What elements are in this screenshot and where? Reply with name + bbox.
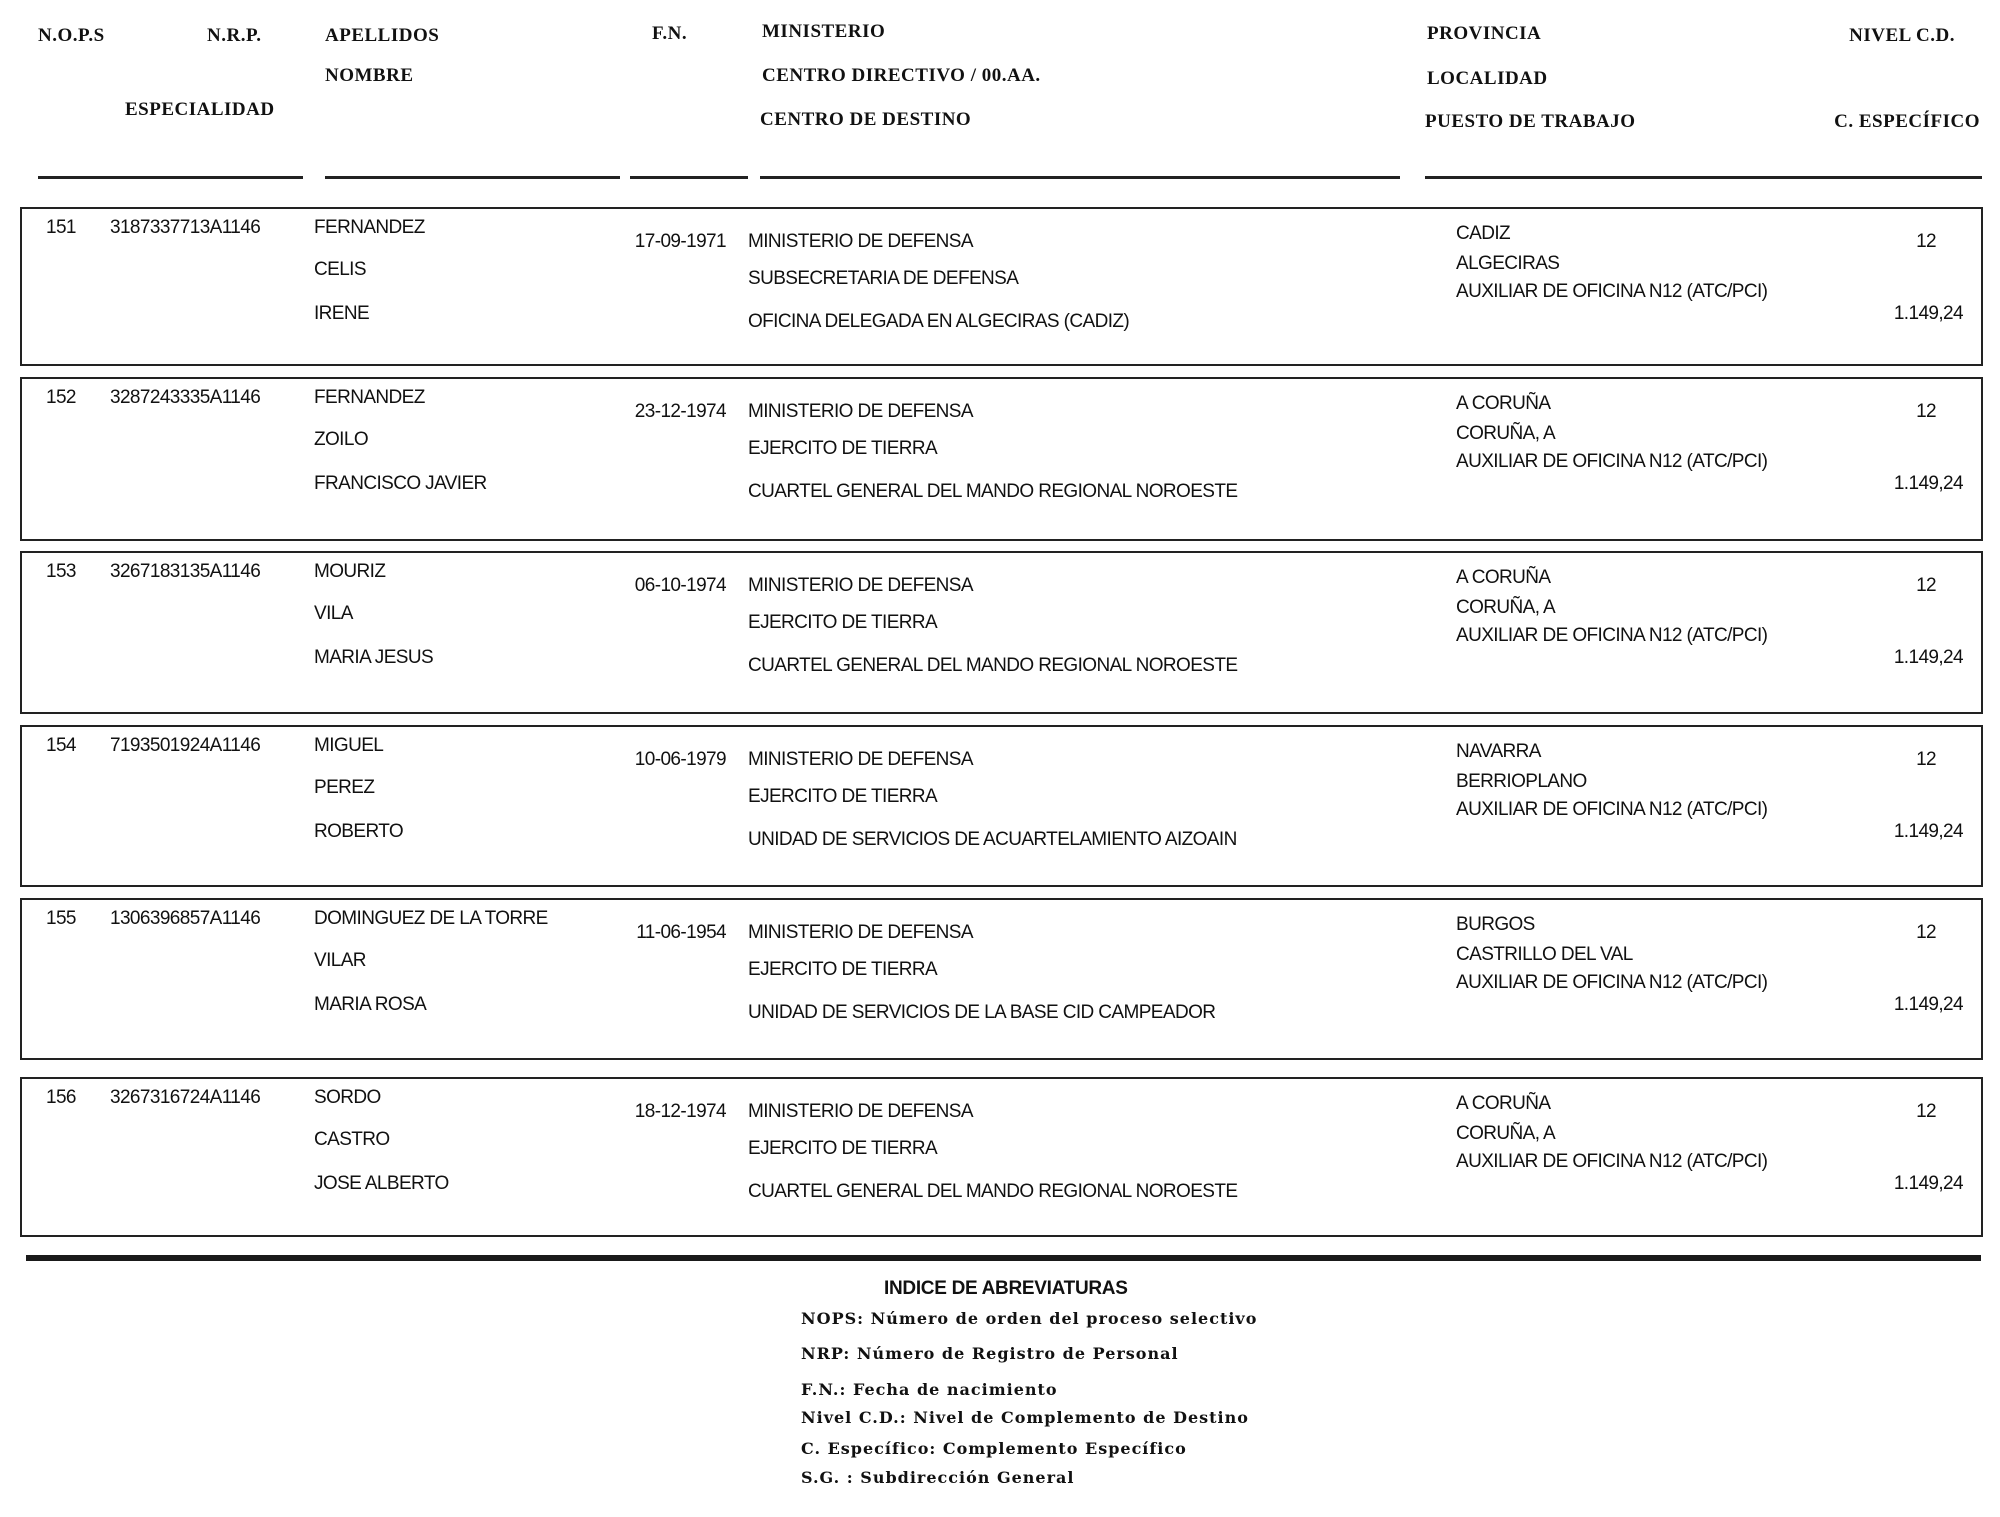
given-name: MARIA ROSA: [314, 994, 427, 1015]
localidad: BERRIOPLANO: [1456, 771, 1587, 792]
abbreviation-item: Nivel C.D.: Nivel de Complemento de Destino: [801, 1408, 1249, 1427]
first-surname: SORDO: [314, 1087, 381, 1108]
header-divider: [38, 176, 303, 179]
header-localidad: LOCALIDAD: [1427, 68, 1548, 89]
centro-directivo: EJERCITO DE TIERRA: [748, 1138, 938, 1159]
header-centro-destino: CENTRO DE DESTINO: [760, 109, 972, 130]
second-surname: CELIS: [314, 259, 366, 280]
puesto-trabajo: AUXILIAR DE OFICINA N12 (ATC/PCI): [1456, 972, 1768, 993]
centro-directivo: EJERCITO DE TIERRA: [748, 959, 938, 980]
header-centro-directivo: CENTRO DIRECTIVO / 00.AA.: [762, 65, 1041, 86]
ministerio: MINISTERIO DE DEFENSA: [748, 575, 973, 596]
header-especifico: C. ESPECÍFICO: [1834, 111, 1980, 132]
second-surname: ZOILO: [314, 429, 369, 450]
birth-date: 10-06-1979: [634, 749, 726, 770]
ministerio: MINISTERIO DE DEFENSA: [748, 401, 973, 422]
header-puesto: PUESTO DE TRABAJO: [1425, 111, 1636, 132]
provincia: CADIZ: [1456, 223, 1511, 244]
first-surname: MOURIZ: [314, 561, 386, 582]
header-divider: [630, 176, 748, 179]
footer-divider: [26, 1255, 1981, 1261]
localidad: CORUÑA, A: [1456, 423, 1556, 444]
header-ministerio: MINISTERIO: [762, 21, 886, 42]
record-row: [20, 377, 1983, 541]
nrp: 3287243335A1146: [110, 387, 261, 408]
header-fn: F.N.: [652, 23, 688, 44]
ministerio: MINISTERIO DE DEFENSA: [748, 749, 973, 770]
provincia: A CORUÑA: [1456, 393, 1551, 414]
provincia: NAVARRA: [1456, 741, 1541, 762]
nrp: 3267183135A1146: [110, 561, 261, 582]
centro-directivo: EJERCITO DE TIERRA: [748, 438, 938, 459]
second-surname: CASTRO: [314, 1129, 390, 1150]
puesto-trabajo: AUXILIAR DE OFICINA N12 (ATC/PCI): [1456, 799, 1768, 820]
first-surname: DOMINGUEZ DE LA TORRE: [314, 908, 548, 929]
first-surname: MIGUEL: [314, 735, 384, 756]
header-divider: [1425, 176, 1982, 179]
complemento-especifico: 1.149,24: [1893, 303, 1963, 324]
header-nrp: N.R.P.: [207, 25, 262, 46]
localidad: ALGECIRAS: [1456, 253, 1560, 274]
birth-date: 06-10-1974: [634, 575, 726, 596]
given-name: IRENE: [314, 303, 370, 324]
nrp: 7193501924A1146: [110, 735, 261, 756]
nops: 155: [46, 908, 76, 929]
nivel-cd: 12: [1916, 922, 1936, 943]
footer-title: INDICE DE ABREVIATURAS: [884, 1278, 1128, 1299]
birth-date: 18-12-1974: [634, 1101, 726, 1122]
complemento-especifico: 1.149,24: [1893, 1173, 1963, 1194]
second-surname: VILAR: [314, 950, 366, 971]
second-surname: VILA: [314, 603, 353, 624]
nops: 152: [46, 387, 76, 408]
centro-destino: CUARTEL GENERAL DEL MANDO REGIONAL NOROESTE: [748, 1181, 1238, 1202]
puesto-trabajo: AUXILIAR DE OFICINA N12 (ATC/PCI): [1456, 1151, 1768, 1172]
abbreviation-item: C. Específico: Complemento Específico: [801, 1439, 1187, 1458]
nrp: 3187337713A1146: [110, 217, 261, 238]
provincia: A CORUÑA: [1456, 567, 1551, 588]
record-row: [20, 207, 1983, 366]
centro-destino: CUARTEL GENERAL DEL MANDO REGIONAL NOROESTE: [748, 481, 1238, 502]
complemento-especifico: 1.149,24: [1893, 473, 1963, 494]
header-provincia: PROVINCIA: [1427, 23, 1542, 44]
abbreviation-item: F.N.: Fecha de nacimiento: [801, 1380, 1058, 1399]
ministerio: MINISTERIO DE DEFENSA: [748, 922, 973, 943]
centro-directivo: EJERCITO DE TIERRA: [748, 612, 938, 633]
nivel-cd: 12: [1916, 231, 1936, 252]
complemento-especifico: 1.149,24: [1893, 647, 1963, 668]
given-name: FRANCISCO JAVIER: [314, 473, 487, 494]
complemento-especifico: 1.149,24: [1893, 821, 1963, 842]
centro-directivo: SUBSECRETARIA DE DEFENSA: [748, 268, 1019, 289]
given-name: MARIA JESUS: [314, 647, 434, 668]
nops: 156: [46, 1087, 76, 1108]
birth-date: 11-06-1954: [636, 922, 726, 943]
complemento-especifico: 1.149,24: [1893, 994, 1963, 1015]
abbreviation-item: NOPS: Número de orden del proceso selectivo: [801, 1309, 1258, 1328]
header-divider: [760, 176, 1400, 179]
puesto-trabajo: AUXILIAR DE OFICINA N12 (ATC/PCI): [1456, 625, 1768, 646]
nivel-cd: 12: [1916, 749, 1936, 770]
second-surname: PEREZ: [314, 777, 375, 798]
centro-destino: UNIDAD DE SERVICIOS DE ACUARTELAMIENTO AIZOAIN: [748, 829, 1237, 850]
birth-date: 23-12-1974: [634, 401, 726, 422]
localidad: CASTRILLO DEL VAL: [1456, 944, 1633, 965]
given-name: JOSE ALBERTO: [314, 1173, 449, 1194]
nops: 154: [46, 735, 76, 756]
nrp: 1306396857A1146: [110, 908, 261, 929]
header-divider: [325, 176, 620, 179]
centro-destino: UNIDAD DE SERVICIOS DE LA BASE CID CAMPEADOR: [748, 1002, 1216, 1023]
header-nombre: NOMBRE: [325, 65, 414, 86]
first-surname: FERNANDEZ: [314, 387, 425, 408]
first-surname: FERNANDEZ: [314, 217, 425, 238]
nivel-cd: 12: [1916, 401, 1936, 422]
birth-date: 17-09-1971: [634, 231, 726, 252]
nops: 151: [46, 217, 76, 238]
puesto-trabajo: AUXILIAR DE OFICINA N12 (ATC/PCI): [1456, 451, 1768, 472]
record-row: [20, 551, 1983, 714]
puesto-trabajo: AUXILIAR DE OFICINA N12 (ATC/PCI): [1456, 281, 1768, 302]
header-nivel: NIVEL C.D.: [1849, 25, 1955, 46]
abbreviation-item: S.G. : Subdirección General: [801, 1468, 1075, 1487]
centro-destino: CUARTEL GENERAL DEL MANDO REGIONAL NOROESTE: [748, 655, 1238, 676]
nivel-cd: 12: [1916, 575, 1936, 596]
localidad: CORUÑA, A: [1456, 1123, 1556, 1144]
nrp: 3267316724A1146: [110, 1087, 261, 1108]
record-row: [20, 1077, 1983, 1237]
given-name: ROBERTO: [314, 821, 404, 842]
record-row: [20, 898, 1983, 1060]
provincia: BURGOS: [1456, 914, 1535, 935]
header-especialidad: ESPECIALIDAD: [125, 99, 275, 120]
nivel-cd: 12: [1916, 1101, 1936, 1122]
abbreviation-item: NRP: Número de Registro de Personal: [801, 1344, 1179, 1363]
header-nops: N.O.P.S: [38, 25, 105, 46]
record-row: [20, 725, 1983, 887]
provincia: A CORUÑA: [1456, 1093, 1551, 1114]
localidad: CORUÑA, A: [1456, 597, 1556, 618]
centro-destino: OFICINA DELEGADA EN ALGECIRAS (CADIZ): [748, 311, 1130, 332]
ministerio: MINISTERIO DE DEFENSA: [748, 1101, 973, 1122]
centro-directivo: EJERCITO DE TIERRA: [748, 786, 938, 807]
header-apellidos: APELLIDOS: [325, 25, 440, 46]
ministerio: MINISTERIO DE DEFENSA: [748, 231, 973, 252]
nops: 153: [46, 561, 76, 582]
